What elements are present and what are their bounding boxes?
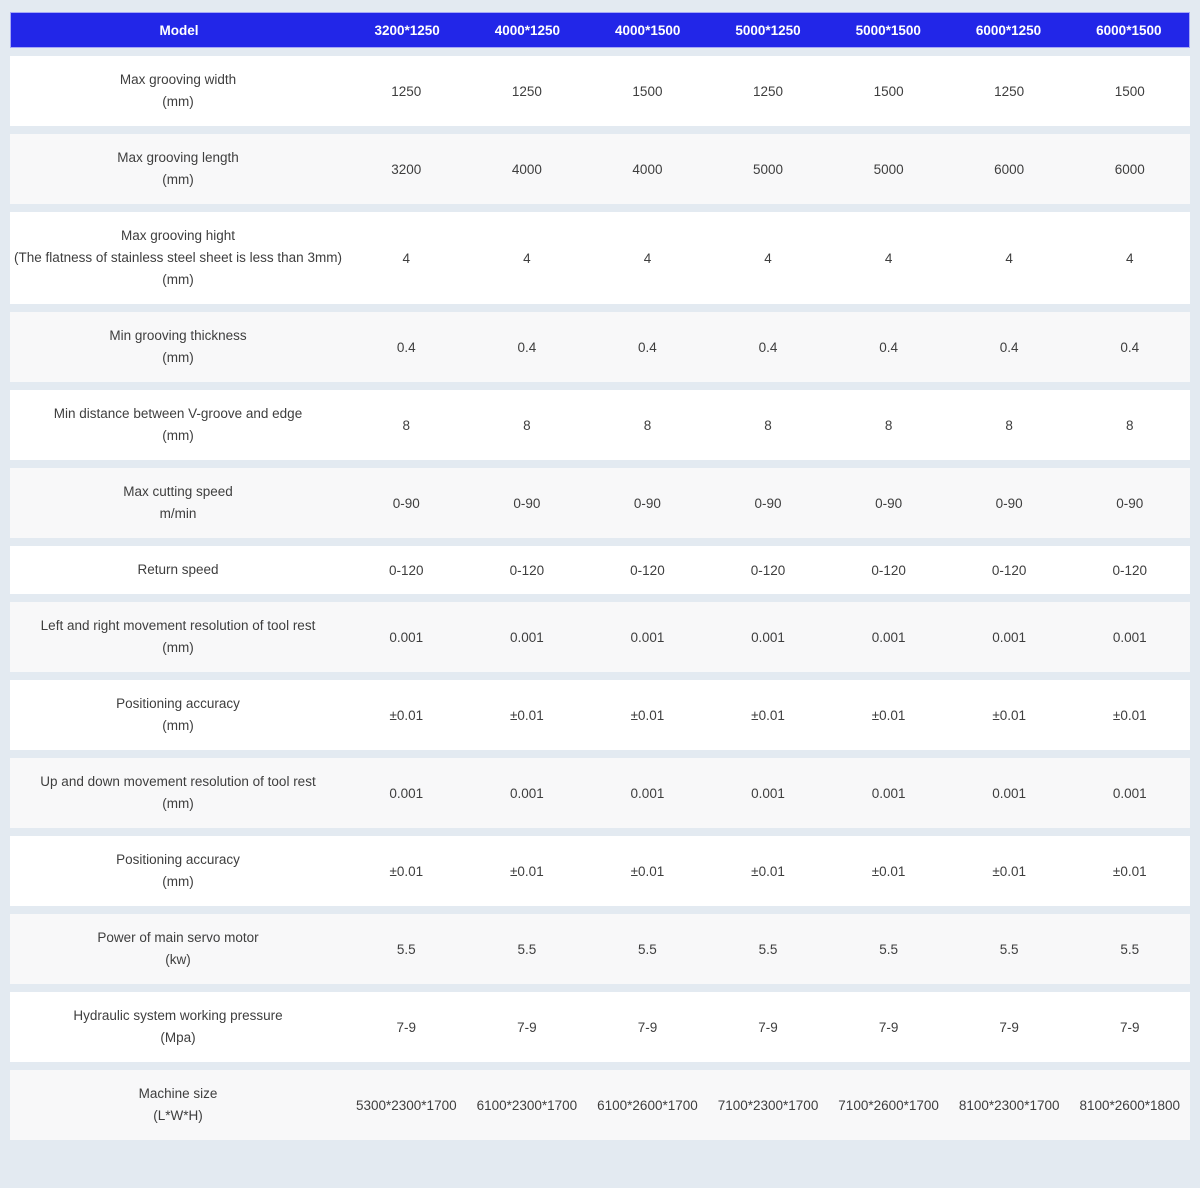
row-value: 0.001 xyxy=(389,629,424,645)
row-value: 0.001 xyxy=(1112,785,1147,801)
spec-row-3 xyxy=(10,312,1190,382)
row-value: 0-120 xyxy=(1112,562,1148,578)
row-label xyxy=(10,602,346,672)
header-column-2: 4000*1500 xyxy=(615,22,681,38)
row-label-line: (mm) xyxy=(162,874,194,889)
row-value: 0-90 xyxy=(513,495,541,511)
row-value: 0.001 xyxy=(871,785,906,801)
row-value: 1500 xyxy=(873,83,904,99)
spec-row-9 xyxy=(10,758,1190,828)
row-label xyxy=(10,212,346,304)
row-value: ±0.01 xyxy=(630,707,665,723)
header-column-5: 6000*1250 xyxy=(975,22,1042,38)
row-label-line: Positioning accuracy xyxy=(116,852,240,867)
spec-row-5 xyxy=(10,468,1190,538)
row-value: 0.001 xyxy=(751,629,785,645)
row-label-line: Return speed xyxy=(137,562,219,577)
row-value: 4 xyxy=(764,250,772,266)
row-value: 0.4 xyxy=(396,339,416,355)
row-label xyxy=(10,992,346,1062)
spec-row-8 xyxy=(10,680,1190,750)
row-label xyxy=(10,468,346,538)
spec-row-4 xyxy=(10,390,1190,460)
row-label-line: Max grooving hight xyxy=(120,228,236,243)
row-value: 7100*2600*1700 xyxy=(838,1097,939,1113)
row-value: 8 xyxy=(643,417,652,433)
row-label-line: Power of main servo motor xyxy=(97,930,259,945)
row-label xyxy=(10,1070,346,1140)
row-value: 0-90 xyxy=(875,495,903,511)
row-value: 0.001 xyxy=(509,785,544,801)
row-value: 7-9 xyxy=(517,1019,537,1035)
row-label-line: Max grooving width xyxy=(119,72,237,87)
row-value: 4 xyxy=(402,250,411,266)
row-label xyxy=(10,758,346,828)
header-column-3: 5000*1250 xyxy=(735,22,801,38)
row-value: 0-120 xyxy=(991,562,1027,578)
row-value: 8 xyxy=(1005,417,1013,433)
row-value: 0.4 xyxy=(638,339,657,355)
row-value: 5.5 xyxy=(879,941,898,957)
row-value: 8 xyxy=(884,417,893,433)
spec-row-13 xyxy=(10,1070,1190,1140)
row-value: 5.5 xyxy=(758,941,778,957)
row-value: ±0.01 xyxy=(630,863,665,879)
row-value: ±0.01 xyxy=(1112,863,1147,879)
row-value: 8 xyxy=(1126,417,1134,433)
row-label-line: (mm) xyxy=(162,350,194,365)
header-column-0: 3200*1250 xyxy=(374,22,440,38)
row-label-line: (kw) xyxy=(165,952,191,967)
row-value: 1250 xyxy=(511,83,542,99)
row-label-line: (mm) xyxy=(162,272,194,287)
row-value: 0.001 xyxy=(871,629,906,645)
row-value: 6100*2600*1700 xyxy=(597,1097,698,1113)
row-value: 1500 xyxy=(632,83,663,99)
row-value: 6000 xyxy=(1114,161,1145,177)
spec-row-1 xyxy=(10,134,1190,204)
row-value: 0.001 xyxy=(992,629,1027,645)
row-value: ±0.01 xyxy=(389,863,424,879)
row-value: 8100*2300*1700 xyxy=(958,1097,1060,1113)
row-value: 4000 xyxy=(632,161,663,177)
row-value: 5000 xyxy=(753,161,784,177)
row-label xyxy=(10,914,346,984)
row-value: 8 xyxy=(402,417,411,433)
row-value: 3200 xyxy=(391,161,422,177)
row-value: 5.5 xyxy=(1120,941,1140,957)
row-value: ±0.01 xyxy=(871,863,906,879)
row-value: ±0.01 xyxy=(1112,707,1147,723)
row-label xyxy=(10,836,346,906)
row-value: 4 xyxy=(523,250,531,266)
row-label xyxy=(10,390,346,460)
row-value: 1500 xyxy=(1114,83,1145,99)
row-value: ±0.01 xyxy=(510,707,544,723)
row-label-line: Positioning accuracy xyxy=(116,696,240,711)
row-value: 4000 xyxy=(511,161,542,177)
row-label-line: Max grooving length xyxy=(117,150,239,165)
row-value: 5000 xyxy=(873,161,904,177)
row-value: ±0.01 xyxy=(751,707,785,723)
row-value: 5.5 xyxy=(638,941,657,957)
row-label-line: Left and right movement resolution of tool rest xyxy=(40,618,316,633)
row-value: 4 xyxy=(884,250,893,266)
row-value: 0-120 xyxy=(389,562,424,578)
row-value: 8 xyxy=(523,417,531,433)
row-value: 7-9 xyxy=(396,1019,417,1035)
spec-row-11 xyxy=(10,914,1190,984)
row-label-line: Min grooving thickness xyxy=(109,328,247,343)
row-label-line: (mm) xyxy=(162,428,194,443)
row-label-line: Hydraulic system working pressure xyxy=(73,1008,283,1023)
row-value: 5300*2300*1700 xyxy=(355,1097,457,1113)
header-column-1: 4000*1250 xyxy=(494,22,561,38)
row-value: 0-120 xyxy=(871,562,906,578)
row-value: 7100*2300*1700 xyxy=(717,1097,819,1113)
row-value: 0.001 xyxy=(751,785,785,801)
row-label-line: (The flatness of stainless steel sheet is less than 3mm) xyxy=(14,250,342,265)
spec-row-12 xyxy=(10,992,1190,1062)
row-value: 0.001 xyxy=(389,785,424,801)
row-value: 5.5 xyxy=(999,941,1019,957)
row-value: 0-90 xyxy=(754,495,782,511)
row-value: 0.4 xyxy=(517,339,537,355)
row-value: 6100*2300*1700 xyxy=(476,1097,578,1113)
row-value: ±0.01 xyxy=(992,863,1027,879)
row-value: 7-9 xyxy=(999,1019,1019,1035)
row-value: 7-9 xyxy=(1120,1019,1140,1035)
row-label-line: Up and down movement resolution of tool rest xyxy=(40,774,316,789)
table-body xyxy=(10,56,1190,1140)
row-value: 0.001 xyxy=(630,785,665,801)
row-value: 1250 xyxy=(994,83,1025,99)
row-value: 0-90 xyxy=(392,495,420,511)
row-label-line: Machine size xyxy=(138,1086,218,1101)
row-value: 1250 xyxy=(753,83,784,99)
row-label-line: (mm) xyxy=(162,718,194,733)
row-label-line: Max cutting speed xyxy=(123,484,233,499)
row-value: 0-120 xyxy=(630,562,665,578)
row-value: 0.001 xyxy=(1112,629,1147,645)
row-value: 5.5 xyxy=(396,941,416,957)
row-label-line: (mm) xyxy=(162,640,194,655)
row-value: 7-9 xyxy=(637,1019,658,1035)
row-value: 0-90 xyxy=(995,495,1023,511)
row-label-line: (L*W*H) xyxy=(153,1108,203,1123)
row-value: 7-9 xyxy=(758,1019,778,1035)
row-value: 8 xyxy=(764,417,772,433)
row-label-line: m/min xyxy=(159,506,197,521)
row-value: ±0.01 xyxy=(871,707,906,723)
row-label xyxy=(10,312,346,382)
row-value: 0.4 xyxy=(1120,339,1140,355)
row-value: 8100*2600*1800 xyxy=(1079,1097,1181,1113)
row-value: ±0.01 xyxy=(992,707,1027,723)
row-value: ±0.01 xyxy=(389,707,424,723)
row-value: 0.4 xyxy=(879,339,898,355)
row-value: 0.001 xyxy=(630,629,665,645)
row-label xyxy=(10,134,346,204)
row-value: 5.5 xyxy=(517,941,537,957)
row-value: 0-90 xyxy=(633,495,661,511)
row-value: ±0.01 xyxy=(510,863,544,879)
row-value: 0.001 xyxy=(509,629,544,645)
row-value: 0.4 xyxy=(999,339,1019,355)
row-value: 1250 xyxy=(391,83,422,99)
row-value: 0.001 xyxy=(992,785,1027,801)
spec-row-0 xyxy=(10,56,1190,126)
header-column-6: 6000*1500 xyxy=(1096,22,1162,38)
row-value: 7-9 xyxy=(878,1019,899,1035)
row-label xyxy=(10,546,346,594)
row-value: 4 xyxy=(1005,250,1013,266)
row-label-line: (mm) xyxy=(162,94,194,109)
row-value: 4 xyxy=(643,250,652,266)
row-value: 4 xyxy=(1126,250,1134,266)
row-label-line: Min distance between V-groove and edge xyxy=(53,406,303,421)
spec-row-10 xyxy=(10,836,1190,906)
row-value: 0-120 xyxy=(750,562,786,578)
header-column-4: 5000*1500 xyxy=(855,22,921,38)
row-value: ±0.01 xyxy=(751,863,785,879)
row-value: 0-120 xyxy=(509,562,545,578)
spec-row-2 xyxy=(10,212,1190,304)
row-value: 0-90 xyxy=(1116,495,1144,511)
table-header-row xyxy=(10,12,1190,48)
spec-row-6 xyxy=(10,546,1190,594)
header-model-cell: Model xyxy=(159,22,199,38)
row-value: 6000 xyxy=(994,161,1025,177)
spec-row-7 xyxy=(10,602,1190,672)
row-label-line: (mm) xyxy=(162,172,194,187)
row-value: 0.4 xyxy=(758,339,778,355)
row-label xyxy=(10,56,346,126)
row-label-line: (Mpa) xyxy=(160,1030,196,1045)
row-label-line: (mm) xyxy=(162,796,194,811)
row-label xyxy=(10,680,346,750)
